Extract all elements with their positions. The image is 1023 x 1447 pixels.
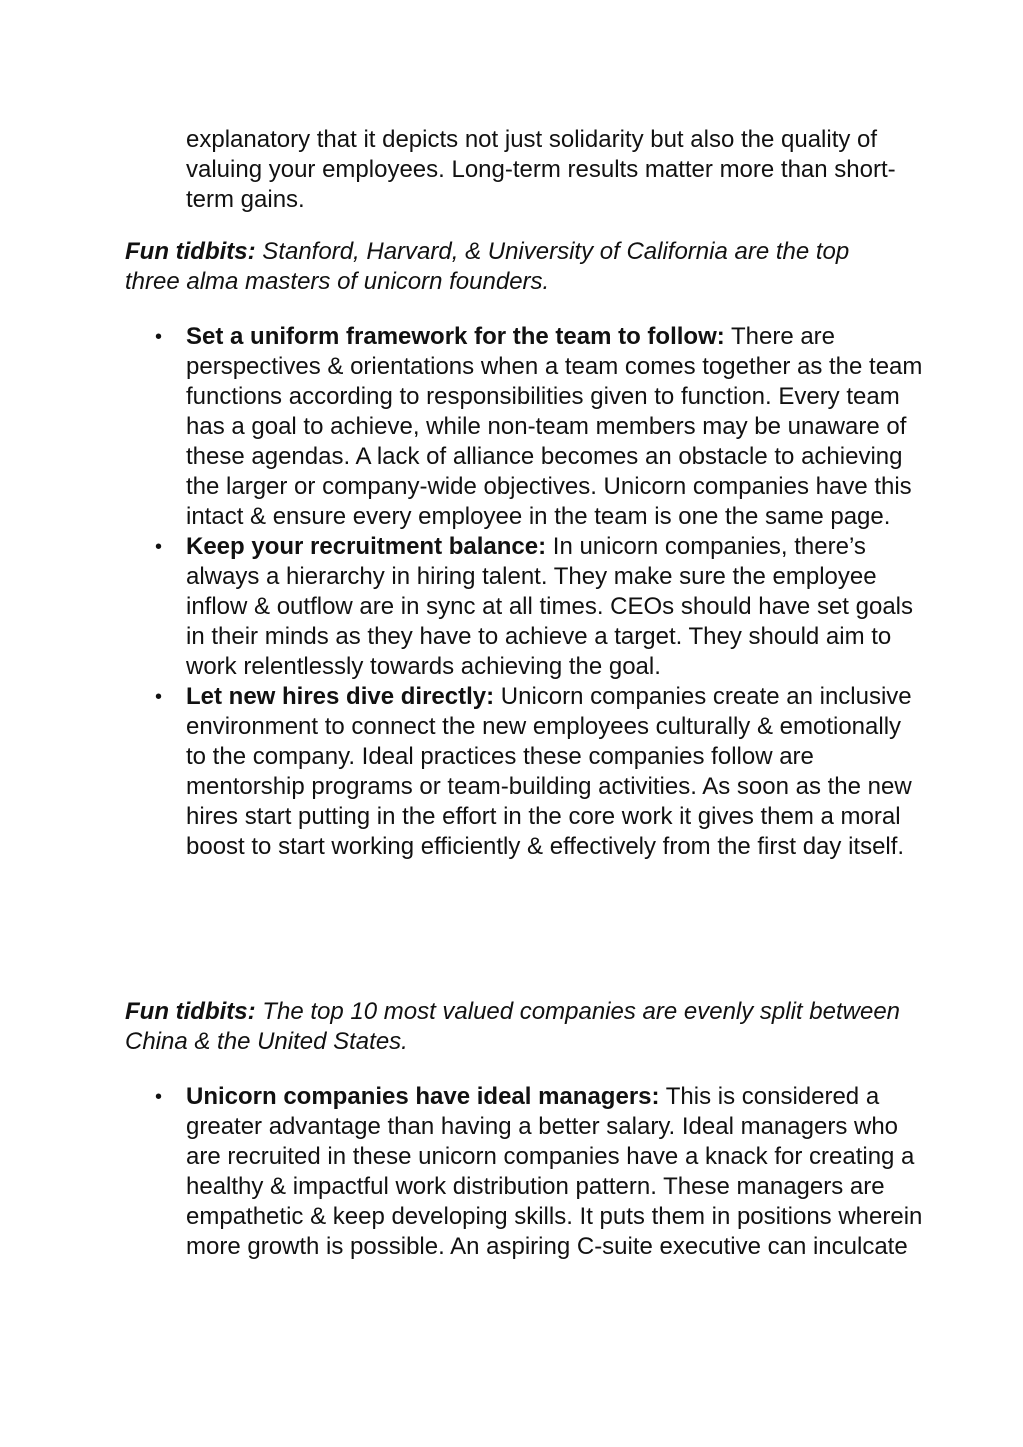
- list-item-text: Unicorn companies create an inclusive environment to connect the new employees culturally & emotionally to the company. Ideal practices these companies follow are mentorship programs or team-building activities. As soon as the new hires start putting in the effort in the core work it gives them a moral boost to start working efficiently & effectively from the first day itself.: [186, 683, 912, 860]
- tidbit-text: Stanford, Harvard, & University of California are the top three alma masters of unicorn founders.: [125, 238, 850, 295]
- bullet-icon: •: [155, 536, 163, 558]
- list-item: [0, 532, 1023, 682]
- bullet-icon: •: [155, 1086, 163, 1108]
- list-item: [0, 1082, 1023, 1262]
- fun-tidbit-2: [125, 997, 905, 1057]
- bullet-icon: •: [155, 326, 163, 348]
- list-item-heading: Set a uniform framework for the team to follow:: [186, 323, 725, 350]
- list-item: [0, 682, 1023, 862]
- tidbit-text: The top 10 most valued companies are evenly split between China & the United States.: [125, 998, 901, 1055]
- tidbit-lead: Fun tidbits:: [125, 998, 256, 1025]
- bullet-list-2: [0, 1082, 1023, 1262]
- list-item-text: In unicorn companies, there’s always a hierarchy in hiring talent. They make sure the employee inflow & outflow are in sync at all times. CEOs should have set goals in their minds as they have to achieve a target. They should aim to work relentlessly towards achieving the goal.: [186, 533, 914, 680]
- bullet-icon: •: [155, 686, 163, 708]
- continuation-paragraph: explanatory that it depicts not just solidarity but also the quality of valuing your employees. Long-term results matter more than short-term gains.: [186, 126, 896, 213]
- list-item-heading: Keep your recruitment balance:: [186, 533, 547, 560]
- list-item-text: There are perspectives & orientations when a team comes together as the team functions according to responsibilities given to function. Every team has a goal to achieve, while non-team members may be unaware of these agendas. A lack of alliance becomes an obstacle to achieving the larger or company-wide objectives. Unicorn companies have this intact & ensure every employee in the team is one the same page.: [186, 323, 923, 530]
- list-item-heading: Let new hires dive directly:: [186, 683, 495, 710]
- list-item: [0, 322, 1023, 532]
- fun-tidbit-1: [125, 237, 905, 297]
- bullet-list-1: [0, 322, 1023, 862]
- list-item-text: This is considered a greater advantage than having a better salary. Ideal managers who are recruited in these unicorn companies have a knack for creating a healthy & impactful work distribution pattern. These managers are empathetic & keep developing skills. It puts them in positions wherein more growth is possible. An aspiring C-suite executive can inculcate: [186, 1083, 923, 1260]
- list-item-heading: Unicorn companies have ideal managers:: [186, 1083, 660, 1110]
- tidbit-lead: Fun tidbits:: [125, 238, 256, 265]
